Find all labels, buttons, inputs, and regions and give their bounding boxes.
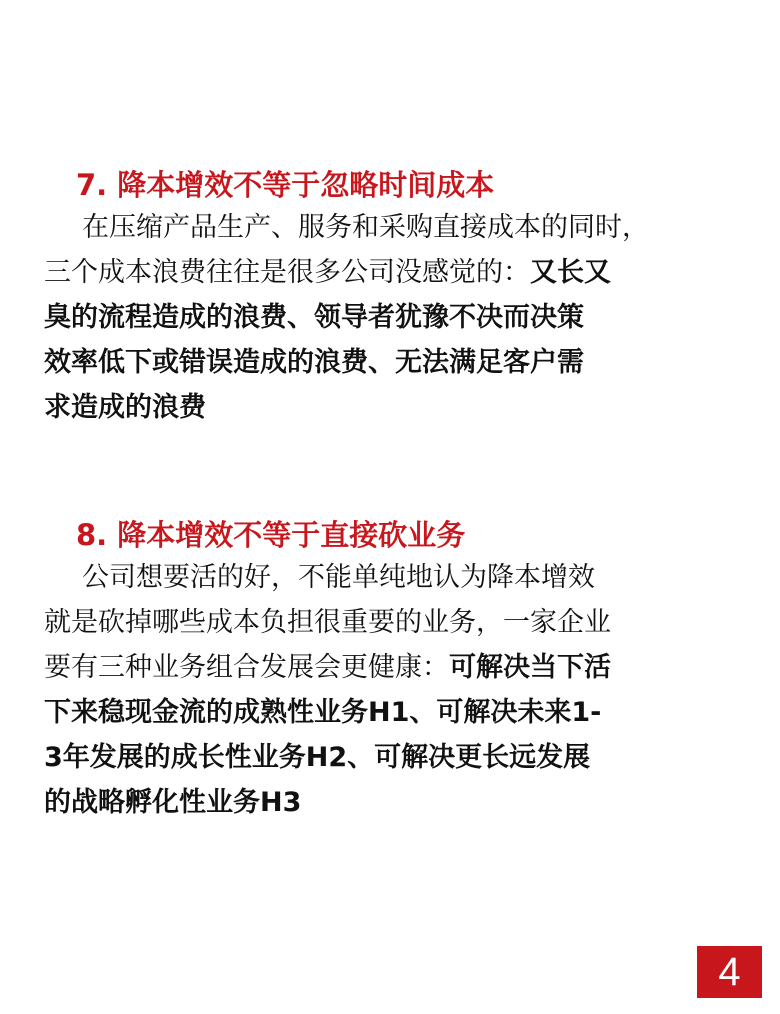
bold-text: 的战略孵化性业务H3 bbox=[44, 787, 302, 818]
paragraph-line bbox=[44, 780, 744, 825]
paragraph-line bbox=[44, 735, 744, 780]
paragraph-line bbox=[44, 600, 744, 645]
text-segment: 在压缩产品生产、服务和采购直接成本的同时， bbox=[82, 212, 649, 243]
section-body bbox=[44, 555, 744, 825]
paragraph-line bbox=[44, 645, 744, 690]
text-segment: 三个成本浪费往往是很多公司没感觉的： bbox=[44, 257, 530, 288]
paragraph-line bbox=[44, 555, 744, 600]
bold-text: 3年发展的成长性业务H2、可解决更长远发展 bbox=[44, 742, 591, 773]
paragraph-line bbox=[44, 250, 744, 295]
text-segment: 公司想要活的好，不能单纯地认为降本增效 bbox=[82, 562, 595, 593]
bold-text: 又长又 bbox=[530, 257, 611, 288]
text-segment: 就是砍掉哪些成本负担很重要的业务，一家企业 bbox=[44, 607, 611, 638]
paragraph-line bbox=[44, 295, 744, 340]
bold-text: 臭的流程造成的浪费、领导者犹豫不决而决策 bbox=[44, 302, 584, 333]
page-number-badge: 4 bbox=[697, 946, 762, 998]
section-body bbox=[44, 205, 744, 430]
bold-text: 下来稳现金流的成熟性业务H1、可解决未来1- bbox=[44, 697, 602, 728]
paragraph-line bbox=[44, 385, 744, 430]
bold-text: 效率低下或错误造成的浪费、无法满足客户需 bbox=[44, 347, 584, 378]
paragraph-line bbox=[44, 205, 744, 250]
paragraph-line bbox=[44, 690, 744, 735]
text-segment: 要有三种业务组合发展会更健康： bbox=[44, 652, 449, 683]
bold-text: 可解决当下活 bbox=[449, 652, 611, 683]
section-heading: 8. 降本增效不等于直接砍业务 bbox=[76, 518, 466, 552]
paragraph-line bbox=[44, 340, 744, 385]
section-heading: 7. 降本增效不等于忽略时间成本 bbox=[76, 168, 495, 202]
bold-text: 求造成的浪费 bbox=[44, 392, 206, 423]
